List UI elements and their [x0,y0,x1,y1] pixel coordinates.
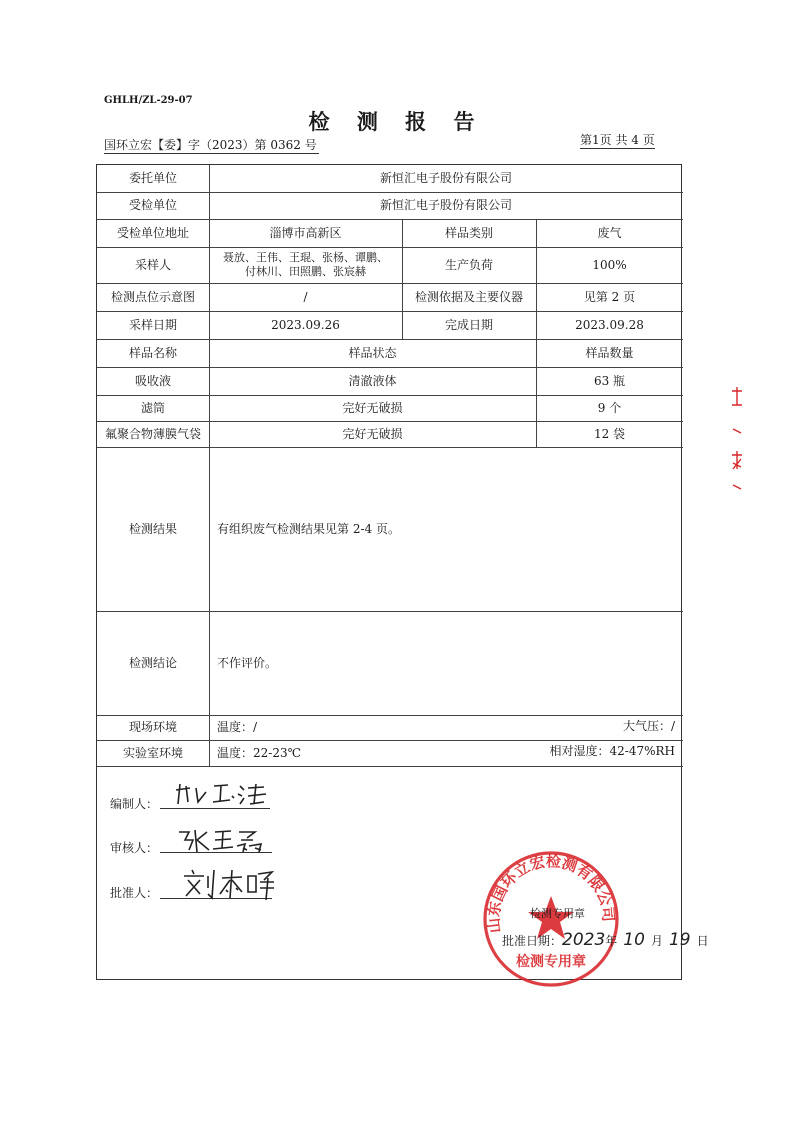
address-label: 受检单位地址 [116,225,189,240]
absorb-qty: 63 瓶 [593,373,626,388]
side-seal-mark [730,385,744,495]
seal-arc-text: 山东国环立宏检测有限公司 [484,852,618,934]
basis-value: 见第 2 页 [583,289,636,304]
editor-label: 编制人： [110,797,159,811]
site-pressure: 大气压：/ [622,718,675,733]
approver-label: 批准人： [110,886,159,900]
sampler-line-1: 聂放、王伟、王琨、张杨、谭鹏、 [223,251,388,265]
month-suffix: 月 [650,934,663,948]
complete-date-label: 完成日期 [444,317,493,332]
sampling-date-value: 2023.09.26 [271,317,340,332]
sampling-date-label: 采样日期 [128,317,177,332]
reviewer-signature [175,824,275,856]
lab-temp: 温度：22-23℃ [217,745,302,760]
lab-humidity: 相对湿度：42-47%RH [549,743,675,758]
point-map-label: 检测点位示意图 [110,289,195,304]
filter-qty: 9 个 [597,400,622,415]
load-value: 100% [592,257,627,272]
sample-qty-label: 样品数量 [585,345,634,360]
sample-type-label: 样品类别 [444,225,493,240]
sampler-line-2: 付林川、田照鹏、张宸赫 [245,265,366,278]
approve-year: 2023 [562,930,606,950]
report-number: 国环立宏【委】字（2023）第 0362 号 [104,138,317,152]
absorb-state: 清澈液体 [348,373,397,388]
conclusion-value: 不作评价。 [217,655,278,670]
sampler-label: 采样人 [134,257,171,272]
site-temp: 温度：/ [217,720,258,734]
reviewer-label: 审核人： [110,841,159,855]
approve-day: 19 [668,930,691,950]
seal-purpose: 检测专用章 [516,954,586,970]
approve-date [502,930,709,950]
year-suffix: 年 [605,934,618,948]
day-suffix: 日 [696,934,709,948]
client-label: 委托单位 [128,171,177,185]
result-label: 检测结果 [128,521,177,536]
bag-state: 完好无破损 [342,426,403,441]
sample-state-label: 样品状态 [348,345,397,360]
client-value: 新恒汇电子股份有限公司 [379,171,512,185]
page-info: 第1页 共 4 页 [580,133,655,147]
load-label: 生产负荷 [444,257,493,272]
conclusion-label: 检测结论 [128,655,177,670]
row-line [97,766,683,767]
filter-label: 滤筒 [140,400,165,415]
address-value: 淄博市高新区 [269,225,342,240]
site-env-label: 现场环境 [128,720,177,734]
doc-code: GHLH/ZL-29-07 [104,95,193,106]
approve-month: 10 [623,930,645,950]
point-map-value: / [303,289,308,304]
sample-type-value: 废气 [597,225,622,240]
stamp-caption: 检测专用章 [530,907,585,920]
result-value: 有组织废气检测结果见第 2-4 页。 [217,521,400,536]
inspected-label: 受检单位 [128,198,177,212]
complete-date-value: 2023.09.28 [575,317,644,332]
bag-qty: 12 袋 [593,426,626,441]
sample-name-label: 样品名称 [128,345,177,360]
approve-date-label: 批准日期： [502,934,563,948]
inspected-value: 新恒汇电子股份有限公司 [379,198,512,212]
approver-signature [180,866,280,902]
editor-signature [170,778,270,810]
sampler-names [209,247,402,283]
bag-label: 氟聚合物薄膜气袋 [104,426,201,441]
lab-env-label: 实验室环境 [122,745,183,760]
filter-state: 完好无破损 [342,400,403,415]
basis-label: 检测依据及主要仪器 [414,289,523,304]
absorb-label: 吸收液 [134,373,171,388]
doc-title: 检 测 报 告 [308,109,485,134]
